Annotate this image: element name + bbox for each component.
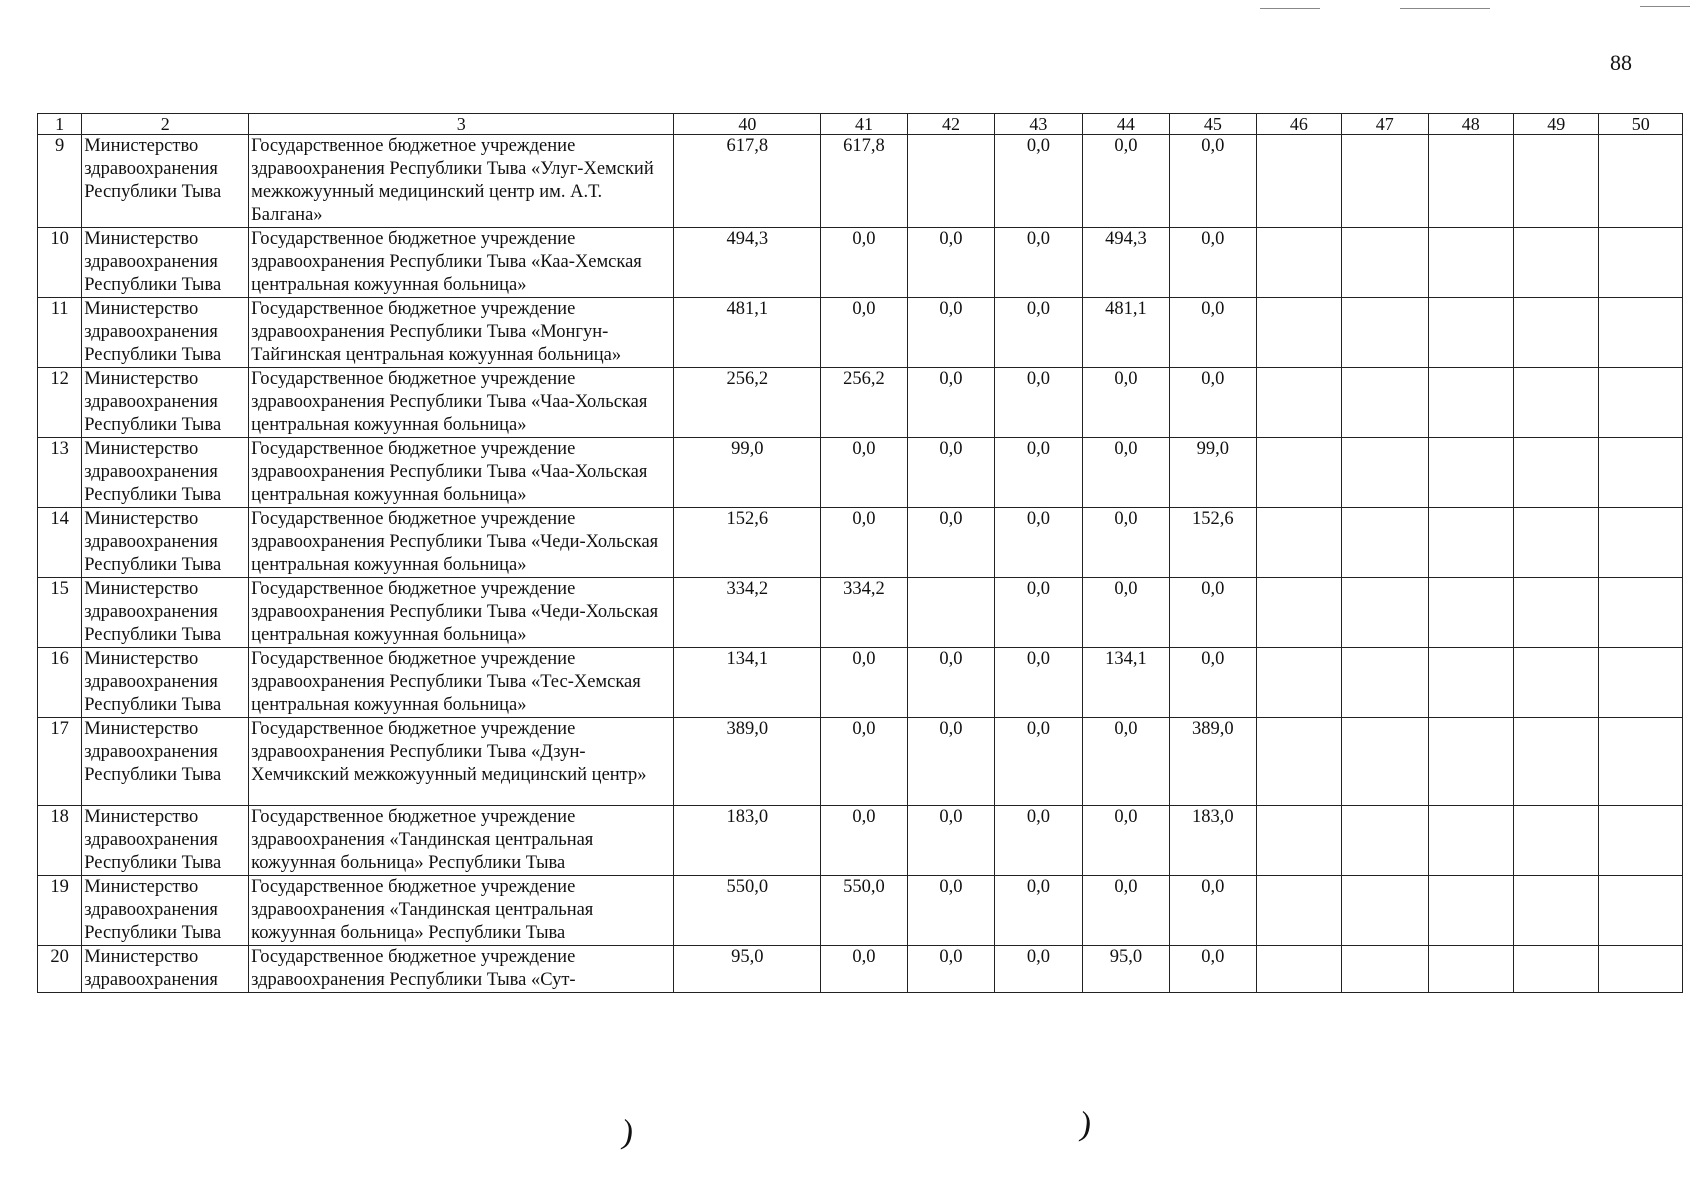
empty-cell-47: [1342, 578, 1428, 648]
empty-cell-48: [1428, 438, 1513, 508]
empty-cell-47: [1342, 228, 1428, 298]
budget-table: [37, 113, 1683, 993]
institution-cell: Государственное бюджетное учреждение здравоохранения «Тандинская центральная кожуунная больница» Республики Тыва: [249, 806, 674, 876]
value-42: 0,0: [907, 298, 994, 368]
value-44: 0,0: [1082, 578, 1169, 648]
institution-cell: Государственное бюджетное учреждение здравоохранения Республики Тыва «Чаа-Хольская центральная кожуунная больница»: [249, 368, 674, 438]
value-41: 0,0: [821, 298, 907, 368]
empty-cell-50: [1599, 876, 1683, 946]
value-43: 0,0: [995, 135, 1082, 228]
empty-cell-48: [1428, 718, 1513, 806]
value-40: 334,2: [674, 578, 821, 648]
scan-noise-line: [1260, 8, 1320, 9]
scan-noise-line: [1640, 6, 1690, 7]
value-44: 0,0: [1082, 718, 1169, 806]
organization-cell: Министерство здравоохранения Республики Тыва: [82, 298, 249, 368]
value-44: 0,0: [1082, 876, 1169, 946]
value-42: 0,0: [907, 508, 994, 578]
value-40: 152,6: [674, 508, 821, 578]
value-41: 617,8: [821, 135, 907, 228]
empty-cell-49: [1513, 806, 1598, 876]
row-number: 14: [38, 508, 82, 578]
value-43: 0,0: [995, 876, 1082, 946]
empty-cell-47: [1342, 648, 1428, 718]
institution-cell: Государственное бюджетное учреждение здравоохранения Республики Тыва «Улуг-Хемский межкожуунный медицинский центр им. А.Т. Балгана»: [249, 135, 674, 228]
empty-cell-49: [1513, 228, 1598, 298]
table-row: [38, 648, 1683, 718]
value-42: 0,0: [907, 648, 994, 718]
value-42: 0,0: [907, 876, 994, 946]
table-row: [38, 578, 1683, 648]
value-44: 134,1: [1082, 648, 1169, 718]
column-header: 43: [995, 114, 1082, 135]
empty-cell-48: [1428, 298, 1513, 368]
value-44: 494,3: [1082, 228, 1169, 298]
institution-cell: Государственное бюджетное учреждение здравоохранения Республики Тыва «Дзун-Хемчикский межкожуунный медицинский центр»: [249, 718, 674, 806]
value-45: 183,0: [1170, 806, 1256, 876]
row-number: 18: [38, 806, 82, 876]
institution-cell: Государственное бюджетное учреждение здравоохранения «Тандинская центральная кожуунная больница» Республики Тыва: [249, 876, 674, 946]
value-42: 0,0: [907, 228, 994, 298]
value-43: 0,0: [995, 806, 1082, 876]
value-41: 0,0: [821, 806, 907, 876]
empty-cell-50: [1599, 135, 1683, 228]
column-header: 40: [674, 114, 821, 135]
value-45: 0,0: [1170, 876, 1256, 946]
row-number: 17: [38, 718, 82, 806]
empty-cell-47: [1342, 508, 1428, 578]
column-header: 49: [1513, 114, 1598, 135]
empty-cell-48: [1428, 508, 1513, 578]
empty-cell-46: [1256, 876, 1341, 946]
empty-cell-50: [1599, 368, 1683, 438]
column-header: 45: [1170, 114, 1256, 135]
empty-cell-50: [1599, 298, 1683, 368]
row-number: 16: [38, 648, 82, 718]
value-43: 0,0: [995, 368, 1082, 438]
table-row: [38, 228, 1683, 298]
organization-cell: Министерство здравоохранения: [82, 946, 249, 993]
value-40: 389,0: [674, 718, 821, 806]
value-44: 0,0: [1082, 508, 1169, 578]
value-41: 0,0: [821, 228, 907, 298]
value-45: 152,6: [1170, 508, 1256, 578]
organization-cell: Министерство здравоохранения Республики Тыва: [82, 876, 249, 946]
table-row: [38, 298, 1683, 368]
institution-cell: Государственное бюджетное учреждение здравоохранения Республики Тыва «Тес-Хемская центральная кожуунная больница»: [249, 648, 674, 718]
column-header: 41: [821, 114, 907, 135]
empty-cell-46: [1256, 718, 1341, 806]
value-43: 0,0: [995, 578, 1082, 648]
empty-cell-49: [1513, 135, 1598, 228]
empty-cell-46: [1256, 508, 1341, 578]
scan-mark: ): [1077, 1105, 1094, 1144]
column-header: 3: [249, 114, 674, 135]
value-44: 95,0: [1082, 946, 1169, 993]
value-41: 550,0: [821, 876, 907, 946]
empty-cell-47: [1342, 806, 1428, 876]
value-43: 0,0: [995, 228, 1082, 298]
value-40: 256,2: [674, 368, 821, 438]
value-45: 0,0: [1170, 135, 1256, 228]
value-44: 0,0: [1082, 368, 1169, 438]
empty-cell-49: [1513, 648, 1598, 718]
empty-cell-48: [1428, 228, 1513, 298]
value-45: 99,0: [1170, 438, 1256, 508]
value-43: 0,0: [995, 508, 1082, 578]
header-row: [38, 114, 1683, 135]
empty-cell-50: [1599, 438, 1683, 508]
organization-cell: Министерство здравоохранения Республики Тыва: [82, 368, 249, 438]
empty-cell-47: [1342, 876, 1428, 946]
value-40: 481,1: [674, 298, 821, 368]
column-header: 46: [1256, 114, 1341, 135]
row-number: 12: [38, 368, 82, 438]
value-45: 0,0: [1170, 298, 1256, 368]
column-header: 50: [1599, 114, 1683, 135]
institution-cell: Государственное бюджетное учреждение здравоохранения Республики Тыва «Каа-Хемская центральная кожуунная больница»: [249, 228, 674, 298]
column-header: 2: [82, 114, 249, 135]
empty-cell-46: [1256, 648, 1341, 718]
empty-cell-49: [1513, 368, 1598, 438]
value-40: 95,0: [674, 946, 821, 993]
empty-cell-49: [1513, 298, 1598, 368]
empty-cell-50: [1599, 718, 1683, 806]
empty-cell-49: [1513, 718, 1598, 806]
table-row: [38, 946, 1683, 993]
empty-cell-50: [1599, 578, 1683, 648]
empty-cell-48: [1428, 876, 1513, 946]
value-40: 183,0: [674, 806, 821, 876]
value-40: 494,3: [674, 228, 821, 298]
column-header: 1: [38, 114, 82, 135]
empty-cell-49: [1513, 876, 1598, 946]
empty-cell-46: [1256, 135, 1341, 228]
value-42: 0,0: [907, 718, 994, 806]
value-42: [907, 578, 994, 648]
value-43: 0,0: [995, 648, 1082, 718]
page-number: 88: [1610, 50, 1632, 75]
value-41: 0,0: [821, 946, 907, 993]
organization-cell: Министерство здравоохранения Республики Тыва: [82, 578, 249, 648]
table-row: [38, 438, 1683, 508]
organization-cell: Министерство здравоохранения Республики Тыва: [82, 438, 249, 508]
empty-cell-49: [1513, 578, 1598, 648]
value-41: 334,2: [821, 578, 907, 648]
value-45: 0,0: [1170, 946, 1256, 993]
scan-noise-line: [1400, 8, 1490, 9]
value-40: 617,8: [674, 135, 821, 228]
table-row: [38, 876, 1683, 946]
empty-cell-46: [1256, 946, 1341, 993]
empty-cell-46: [1256, 578, 1341, 648]
row-number: 13: [38, 438, 82, 508]
empty-cell-47: [1342, 298, 1428, 368]
column-header: 42: [907, 114, 994, 135]
empty-cell-46: [1256, 438, 1341, 508]
value-45: 389,0: [1170, 718, 1256, 806]
table-row: [38, 368, 1683, 438]
empty-cell-47: [1342, 135, 1428, 228]
value-40: 99,0: [674, 438, 821, 508]
organization-cell: Министерство здравоохранения Республики Тыва: [82, 806, 249, 876]
table-row: [38, 508, 1683, 578]
table-row: [38, 135, 1683, 228]
value-45: 0,0: [1170, 228, 1256, 298]
empty-cell-48: [1428, 578, 1513, 648]
table-row: [38, 718, 1683, 806]
empty-cell-50: [1599, 946, 1683, 993]
organization-cell: Министерство здравоохранения Республики Тыва: [82, 228, 249, 298]
value-44: 0,0: [1082, 135, 1169, 228]
empty-cell-47: [1342, 438, 1428, 508]
row-number: 19: [38, 876, 82, 946]
value-41: 0,0: [821, 508, 907, 578]
value-43: 0,0: [995, 718, 1082, 806]
organization-cell: Министерство здравоохранения Республики Тыва: [82, 648, 249, 718]
row-number: 15: [38, 578, 82, 648]
column-header: 48: [1428, 114, 1513, 135]
empty-cell-46: [1256, 298, 1341, 368]
organization-cell: Министерство здравоохранения Республики Тыва: [82, 718, 249, 806]
organization-cell: Министерство здравоохранения Республики Тыва: [82, 135, 249, 228]
row-number: 9: [38, 135, 82, 228]
empty-cell-46: [1256, 368, 1341, 438]
empty-cell-50: [1599, 228, 1683, 298]
value-43: 0,0: [995, 946, 1082, 993]
empty-cell-48: [1428, 135, 1513, 228]
empty-cell-48: [1428, 806, 1513, 876]
row-number: 20: [38, 946, 82, 993]
value-40: 134,1: [674, 648, 821, 718]
organization-cell: Министерство здравоохранения Республики Тыва: [82, 508, 249, 578]
value-42: [907, 135, 994, 228]
value-41: 256,2: [821, 368, 907, 438]
institution-cell: Государственное бюджетное учреждение здравоохранения Республики Тыва «Сут-: [249, 946, 674, 993]
column-header: 44: [1082, 114, 1169, 135]
value-41: 0,0: [821, 438, 907, 508]
value-45: 0,0: [1170, 648, 1256, 718]
empty-cell-47: [1342, 946, 1428, 993]
row-number: 10: [38, 228, 82, 298]
empty-cell-50: [1599, 806, 1683, 876]
empty-cell-47: [1342, 718, 1428, 806]
value-41: 0,0: [821, 648, 907, 718]
institution-cell: Государственное бюджетное учреждение здравоохранения Республики Тыва «Чеди-Хольская центральная кожуунная больница»: [249, 508, 674, 578]
value-45: 0,0: [1170, 368, 1256, 438]
scan-mark: ): [619, 1113, 636, 1152]
empty-cell-48: [1428, 648, 1513, 718]
value-42: 0,0: [907, 438, 994, 508]
table-row: [38, 806, 1683, 876]
institution-cell: Государственное бюджетное учреждение здравоохранения Республики Тыва «Чаа-Хольская центральная кожуунная больница»: [249, 438, 674, 508]
value-41: 0,0: [821, 718, 907, 806]
institution-cell: Государственное бюджетное учреждение здравоохранения Республики Тыва «Чеди-Хольская центральная кожуунная больница»: [249, 578, 674, 648]
value-40: 550,0: [674, 876, 821, 946]
column-header: 47: [1342, 114, 1428, 135]
value-42: 0,0: [907, 806, 994, 876]
empty-cell-48: [1428, 368, 1513, 438]
value-44: 0,0: [1082, 438, 1169, 508]
empty-cell-50: [1599, 648, 1683, 718]
value-45: 0,0: [1170, 578, 1256, 648]
empty-cell-47: [1342, 368, 1428, 438]
empty-cell-49: [1513, 946, 1598, 993]
empty-cell-48: [1428, 946, 1513, 993]
empty-cell-49: [1513, 438, 1598, 508]
row-number: 11: [38, 298, 82, 368]
empty-cell-49: [1513, 508, 1598, 578]
empty-cell-46: [1256, 806, 1341, 876]
institution-cell: Государственное бюджетное учреждение здравоохранения Республики Тыва «Монгун-Тайгинская центральная кожуунная больница»: [249, 298, 674, 368]
empty-cell-50: [1599, 508, 1683, 578]
value-42: 0,0: [907, 946, 994, 993]
empty-cell-46: [1256, 228, 1341, 298]
value-44: 0,0: [1082, 806, 1169, 876]
value-44: 481,1: [1082, 298, 1169, 368]
value-42: 0,0: [907, 368, 994, 438]
value-43: 0,0: [995, 298, 1082, 368]
value-43: 0,0: [995, 438, 1082, 508]
